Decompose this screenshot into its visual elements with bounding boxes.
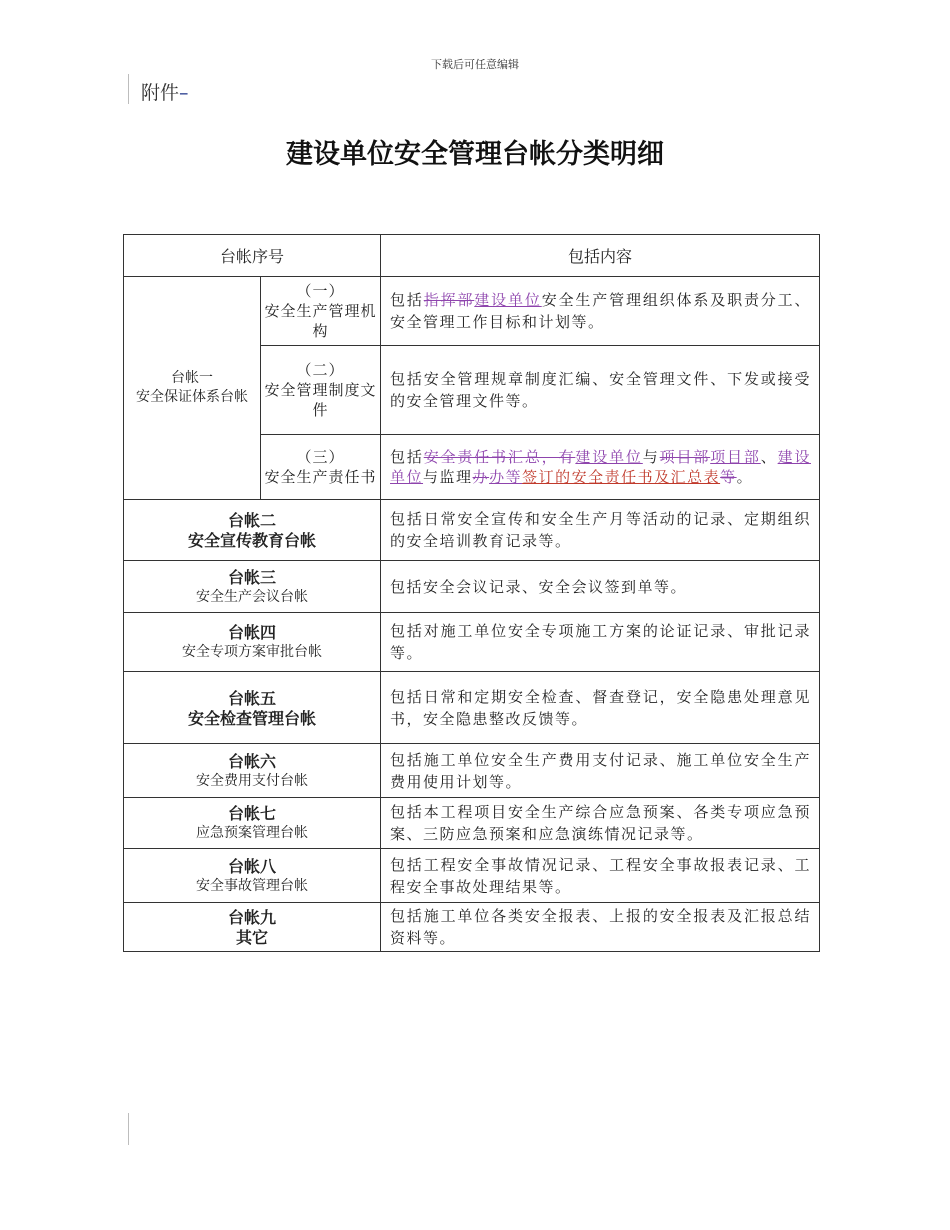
ledger-7-label bbox=[124, 798, 381, 849]
ledger-name: 安全检查管理台帐 bbox=[188, 708, 317, 728]
ledger-name: 安全事故管理台帐 bbox=[196, 877, 308, 894]
ledger-number: 台帐八 bbox=[228, 856, 277, 876]
ledger-4-label bbox=[124, 613, 381, 672]
inserted-text: 建设单位 bbox=[474, 291, 542, 309]
ledger-name: 安全专项方案审批台帐 bbox=[182, 644, 322, 660]
deleted-text: 指挥部 bbox=[423, 291, 475, 309]
ledger-name: 其它 bbox=[236, 928, 269, 947]
ledger-1-label bbox=[124, 277, 261, 500]
sub-ledger-name: 安全生产责任书 bbox=[264, 468, 377, 486]
sub-ledger-3-content bbox=[381, 435, 820, 500]
inserted-text: 签订的安全责任书及汇总表 bbox=[522, 468, 721, 486]
table-row bbox=[124, 903, 820, 952]
sub-ledger-name: 安全生产管理机构 bbox=[264, 302, 377, 340]
ledger-name: 应急预案管理台帐 bbox=[196, 825, 308, 841]
ledger-number: 台帐四 bbox=[228, 623, 277, 642]
page-header-note: 下载后可任意编辑 bbox=[431, 58, 519, 71]
content-text: 包括 bbox=[390, 291, 424, 309]
ledger-9-content: 包括施工单位各类安全报表、上报的安全报表及汇报总结资料等。 bbox=[381, 903, 820, 952]
ledger-1-name: 安全保证体系台帐 bbox=[136, 389, 248, 405]
deleted-text: 等 bbox=[720, 468, 737, 486]
content-text: 与 bbox=[642, 448, 660, 466]
ledger-8-label bbox=[124, 849, 381, 903]
ledger-5-label bbox=[124, 672, 381, 744]
sub-ledger-index: （一） bbox=[296, 282, 345, 300]
sub-ledger-2 bbox=[261, 346, 381, 435]
ledger-6-content: 包括施工单位安全生产费用支付记录、施工单位安全生产费用使用计划等。 bbox=[381, 744, 820, 798]
ledger-table bbox=[123, 234, 820, 952]
ledger-name: 安全费用支付台帐 bbox=[196, 772, 308, 789]
content-text: 与监理 bbox=[423, 468, 473, 486]
ledger-3-label bbox=[124, 561, 381, 613]
ledger-6-label bbox=[124, 744, 381, 798]
ledger-8-content: 包括工程安全事故情况记录、工程安全事故报表记录、工程安全事故处理结果等。 bbox=[381, 849, 820, 903]
margin-bar-top bbox=[128, 74, 129, 104]
ledger-name: 安全宣传教育台帐 bbox=[188, 531, 317, 550]
ledger-number: 台帐九 bbox=[228, 908, 277, 927]
sub-ledger-name: 安全管理制度文件 bbox=[264, 381, 377, 419]
content-text: 安全生产管理组织体系及职责分工、安全管理工作目标和计划等。 bbox=[390, 291, 811, 331]
ledger-1-number: 台帐一 bbox=[171, 370, 213, 386]
ledger-name: 安全生产会议台帐 bbox=[196, 588, 308, 605]
inserted-text: 建设单位 bbox=[390, 448, 811, 486]
ledger-3-content: 包括安全会议记录、安全会议签到单等。 bbox=[381, 561, 820, 613]
table-row bbox=[124, 561, 820, 613]
ledger-number: 台帐七 bbox=[228, 804, 277, 823]
table-row bbox=[124, 672, 820, 744]
sub-ledger-1-content bbox=[381, 277, 820, 346]
ledger-7-content: 包括本工程项目安全生产综合应急预案、各类专项应急预案、三防应急预案和应急演练情况记录等。 bbox=[381, 798, 820, 849]
ledger-number: 台帐三 bbox=[228, 567, 277, 587]
content-text: 。 bbox=[736, 468, 754, 486]
table-row bbox=[124, 613, 820, 672]
table-row bbox=[124, 798, 820, 849]
column-header-ledger-number: 台帐序号 bbox=[124, 235, 381, 277]
inserted-text: 建设单位 bbox=[575, 448, 643, 466]
content-text: 、 bbox=[760, 448, 778, 466]
attachment-text: 附件 bbox=[141, 82, 180, 104]
ledger-9-label bbox=[124, 903, 381, 952]
deleted-text: 办 bbox=[472, 468, 490, 486]
document-title: 建设单位安全管理台帐分类明细 bbox=[286, 139, 664, 170]
ledger-number: 台帐五 bbox=[228, 688, 277, 708]
table-row bbox=[124, 277, 820, 346]
deleted-text: 安全责任书汇总，有 bbox=[423, 448, 576, 466]
table-row bbox=[124, 500, 820, 561]
attachment-dash: – bbox=[179, 82, 189, 104]
ledger-number: 台帐六 bbox=[228, 751, 277, 771]
ledger-2-label bbox=[124, 500, 381, 561]
attachment-label bbox=[141, 78, 189, 105]
ledger-2-content: 包括日常安全宣传和安全生产月等活动的记录、定期组织的安全培训教育记录等。 bbox=[381, 500, 820, 561]
column-header-contents: 包括内容 bbox=[381, 235, 820, 277]
ledger-number: 台帐二 bbox=[228, 511, 277, 530]
inserted-text: 办等 bbox=[489, 468, 523, 486]
sub-ledger-3 bbox=[261, 435, 381, 500]
deleted-text: 项目部 bbox=[659, 448, 711, 466]
ledger-4-content: 包括对施工单位安全专项施工方案的论证记录、审批记录等。 bbox=[381, 613, 820, 672]
table-row bbox=[124, 744, 820, 798]
sub-ledger-index: （二） bbox=[296, 361, 345, 379]
table-header-row bbox=[124, 235, 820, 277]
sub-ledger-index: （三） bbox=[296, 448, 345, 466]
table-row bbox=[124, 849, 820, 903]
sub-ledger-1 bbox=[261, 277, 381, 346]
content-text: 包括 bbox=[390, 448, 424, 466]
margin-bar-bottom bbox=[128, 1113, 129, 1145]
ledger-5-content: 包括日常和定期安全检查、督查登记，安全隐患处理意见书，安全隐患整改反馈等。 bbox=[381, 672, 820, 744]
inserted-text: 项目部 bbox=[710, 448, 761, 466]
sub-ledger-2-content: 包括安全管理规章制度汇编、安全管理文件、下发或接受的安全管理文件等。 bbox=[381, 346, 820, 435]
